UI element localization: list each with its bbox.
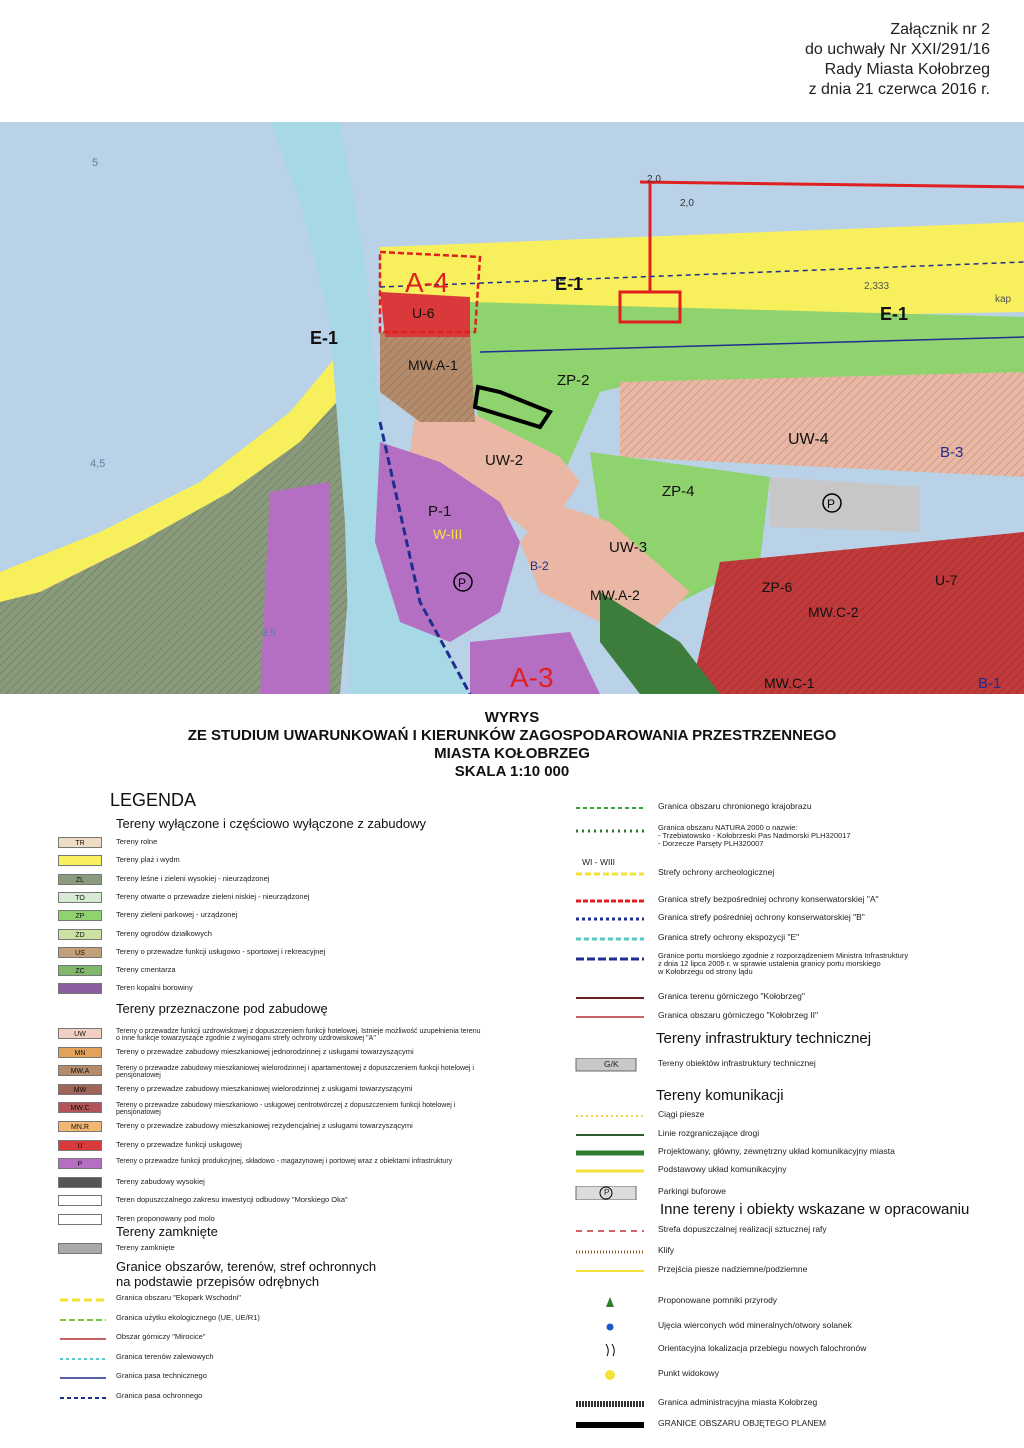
label-depth-20a: 2,0 — [647, 174, 661, 185]
legend-label: Tereny o przewadze funkcji usługowo - sportowej i rekreacyjnej — [116, 946, 326, 956]
label-a3: A-3 — [510, 662, 554, 693]
legend-line-symbol — [58, 1294, 108, 1306]
legend-label: Strefa dopuszczalnej realizacji sztucznej rafy — [658, 1224, 827, 1234]
legend-label: Granica strefy ochrony ekspozycji "E" — [658, 932, 800, 942]
legend-item-right — [574, 1224, 1014, 1236]
label-u7: U-7 — [935, 572, 958, 588]
legend-label: Orientacyjna lokalizacja przebiegu nowych falochronów — [658, 1343, 867, 1353]
legend-item-right — [574, 1010, 1014, 1022]
legend-section-5: Tereny infrastruktury technicznej — [656, 1030, 872, 1047]
label-b3: B-3 — [940, 444, 964, 461]
legend-swatch — [58, 1177, 102, 1188]
map-title — [0, 709, 1024, 781]
legend-label: Tereny cmentarza — [116, 965, 176, 975]
legend-swatch: TR — [58, 837, 102, 848]
legend-symbol — [574, 991, 649, 1005]
legend-label: Granica obszaru "Ekopark Wschodni" — [116, 1293, 241, 1302]
legend-label: Tereny o przewadze zabudowy mieszkaniowej wielorodzinnej i apartamentowej z dopuszczeniem funkcji hotelowej i pensjonatowej — [116, 1065, 474, 1080]
legend-swatch: P — [58, 1158, 102, 1169]
legend-item-right — [574, 1397, 1014, 1409]
label-uw2: UW-2 — [485, 452, 524, 469]
legend-symbol — [574, 1186, 649, 1200]
legend-label: Teren proponowany pod molo — [116, 1214, 215, 1223]
legend-swatch: ZP — [58, 910, 102, 921]
label-e1-a: E-1 — [555, 274, 584, 294]
legend-label: Granica użytku ekologicznego (UE, UE/R1) — [116, 1312, 260, 1322]
legend-label: Tereny rolne — [116, 837, 158, 846]
legend-swatch: MW.C — [58, 1102, 102, 1113]
legend-swatch: ZL — [58, 874, 102, 885]
label-a4: A-4 — [405, 267, 449, 298]
legend-label: GRANICE OBSZARU OBJĘTEGO PLANEM — [658, 1418, 827, 1428]
legend-item-right — [574, 991, 1014, 1003]
legend-symbol — [574, 867, 649, 881]
legend-swatch — [58, 1243, 102, 1254]
label-zp4: ZP-4 — [662, 483, 695, 500]
label-mwa1: MW.A-1 — [408, 357, 458, 373]
legend-item-right — [574, 1343, 1014, 1355]
annex-line-3: Rady Miasta Kołobrzeg — [824, 61, 990, 78]
legend-item-right — [574, 823, 1014, 848]
label-b2: B-2 — [530, 559, 549, 573]
legend-symbol — [574, 1368, 649, 1382]
legend-swatch: MN — [58, 1047, 102, 1058]
legend-symbol — [574, 1418, 649, 1432]
legend-symbol — [574, 1146, 649, 1160]
legend-label: Granica terenów zalewowych — [116, 1351, 214, 1361]
legend-item-right — [574, 951, 1014, 976]
label-uw3: UW-3 — [609, 539, 648, 556]
legend-swatch: UW — [58, 1028, 102, 1039]
legend-symbol — [574, 1128, 649, 1142]
legend-symbol — [574, 1264, 649, 1278]
legend-item-right — [574, 894, 1014, 906]
legend-symbol — [574, 824, 649, 838]
legend-symbol — [574, 1224, 649, 1238]
map-view[interactable] — [0, 122, 1024, 694]
legend-label: Tereny leśne i zieleni wysokiej - nieurządzonej — [116, 873, 270, 883]
legend-label: Granica obszaru NATURA 2000 o nazwie: — [658, 823, 798, 832]
legend-item-right — [574, 1128, 1014, 1140]
label-kap: kap — [995, 294, 1012, 305]
legend-label: Tereny zieleni parkowej - urządzonej — [116, 910, 238, 920]
legend-swatch — [58, 1214, 102, 1225]
legend-item-right — [574, 1109, 1014, 1121]
legend-label: Tereny o przewadze zabudowy mieszkaniowo - usługowej centrotwórczej z dopuszczeniem funkcji hotelowej i pensjonatowej — [116, 1102, 456, 1117]
annex-line-1: Załącznik nr 2 — [890, 21, 990, 38]
legend-item-right — [574, 1245, 1014, 1257]
legend-label: Proponowane pomniki przyrody — [658, 1295, 778, 1305]
annex-header — [630, 20, 990, 100]
legend-item-right — [574, 1146, 1014, 1158]
legend-label: Tereny o przewadze funkcji usługowej — [116, 1139, 242, 1149]
map-svg — [0, 122, 1024, 694]
legend-symbol — [574, 1245, 649, 1259]
legend-line-item — [58, 1312, 260, 1325]
legend-label: Granica administracyjna miasta Kołobrzeg — [658, 1397, 818, 1407]
legend-label: Tereny plaż i wydm — [116, 855, 180, 865]
legend-label: Strefy ochrony archeologicznej — [658, 867, 775, 877]
legend-label: Parkingi buforowe — [658, 1186, 727, 1196]
legend-symbol — [574, 1109, 649, 1123]
legend-label: Teren kopalni borowiny — [116, 983, 193, 993]
legend-label: Klify — [658, 1245, 675, 1255]
legend-swatch: ZC — [58, 965, 102, 976]
legend-line-symbol — [58, 1333, 108, 1345]
legend-label: Granica strefy pośredniej ochrony konserwatorskiej "B" — [658, 912, 865, 922]
annex-line-4: z dnia 21 czerwca 2016 r. — [808, 81, 990, 98]
legend-label-line-3: w Kołobrzegu od strony lądu — [658, 967, 753, 976]
legend-label: Projektowany, główny, zewnętrzny układ komunikacyjny miasta — [658, 1146, 895, 1156]
legend-label: Tereny zabudowy wysokiej — [116, 1176, 205, 1186]
legend-label: Punkt widokowy — [658, 1368, 719, 1378]
legend-line-symbol — [58, 1314, 108, 1326]
legend-section-1: Tereny wyłączone i częściowo wyłączone z zabudowy — [116, 816, 426, 831]
legend-label: Podstawowy układ komunikacyjny — [658, 1164, 787, 1174]
legend-symbol — [574, 952, 649, 966]
label-depth-45: 4,5 — [90, 458, 106, 470]
legend-section-3: Tereny zamknięte — [116, 1224, 218, 1239]
legend-label: Granica pasa technicznego — [116, 1371, 207, 1380]
label-uw4: UW-4 — [788, 431, 829, 448]
legend-line-symbol — [58, 1392, 108, 1404]
legend-symbol — [574, 801, 649, 815]
legend-item-right — [574, 912, 1014, 924]
label-p1: P-1 — [428, 503, 452, 520]
legend-label: Przejścia piesze nadziemne/podziemne — [658, 1264, 808, 1274]
label-wiii: W-III — [433, 526, 463, 542]
legend-code: G/K — [604, 1059, 619, 1069]
legend-item-right — [574, 1295, 1014, 1307]
legend-swatch: U — [58, 1140, 102, 1151]
parking-symbol-label: P — [458, 576, 467, 590]
legend-symbol — [574, 1295, 649, 1309]
title-line-1: WYRYS — [484, 709, 540, 726]
legend-symbol — [574, 1320, 649, 1334]
legend-label: Tereny o przewadze funkcji uzdrowiskowej z dopuszczeniem funkcji hotelowej. Istnieje możliwość uzupełnienia terenu o inne funkcje towarzyszące zgodnie z wymogami strefy ochrony uzdrowiskowej "A" — [116, 1028, 481, 1042]
annex-line-2: do uchwały Nr XXI/291/16 — [805, 41, 990, 58]
legend-swatch: TO — [58, 892, 102, 903]
label-mwa2: MW.A-2 — [590, 587, 640, 603]
legend-item-right — [574, 1320, 1014, 1332]
legend-symbol — [574, 894, 649, 908]
legend-label-line-3: - Dorzecze Parsęty PLH320007 — [658, 839, 764, 848]
legend-label: Tereny obiektów infrastruktury technicznej — [658, 1058, 816, 1068]
legend-swatch: MW — [58, 1084, 102, 1095]
legend-item-right — [574, 801, 1014, 813]
legend-label: Ujęcia wierconych wód mineralnych/otwory solanek — [658, 1320, 852, 1330]
legend-code: P — [604, 1187, 610, 1197]
title-line-2: ZE STUDIUM UWARUNKOWAŃ I KIERUNKÓW ZAGOSPODAROWANIA PRZESTRZENNEGO — [187, 727, 837, 744]
legend-line-symbol — [58, 1353, 108, 1365]
legend-label: Tereny o przewadze zabudowy mieszkaniowej wielorodzinnej z usługami towarzyszącymi — [116, 1083, 413, 1093]
legend-swatch — [58, 1195, 102, 1206]
legend-section-4a: Granice obszarów, terenów, stref ochronnych — [116, 1259, 377, 1274]
legend-label: Tereny o przewadze funkcji produkcyjnej, składowo - magazynowej i portowej wraz z obiektami infrastruktury — [116, 1158, 453, 1166]
legend-item-right — [574, 1164, 1014, 1176]
label-e1-c: E-1 — [310, 328, 339, 348]
label-depth-5: 5 — [92, 157, 99, 169]
legend-section-4b: na podstawie przepisów odrębnych — [116, 1274, 320, 1289]
legend-label-line-2: - Trzebiatowsko - Kołobrzeski Pas Nadmorski PLH320017 — [658, 831, 851, 840]
title-line-3: MIASTA KOŁOBRZEG — [434, 745, 590, 762]
legend-label: Granice portu morskiego zgodnie z rozporządzeniem Ministra Infrastruktury — [658, 951, 909, 960]
parking-symbol-2-label: P — [827, 497, 836, 511]
legend-symbol — [574, 1164, 649, 1178]
label-u6: U-6 — [412, 305, 435, 321]
legend-item-right — [574, 1368, 1014, 1380]
legend-symbol — [574, 1343, 649, 1357]
label-2333: 2,333 — [864, 281, 890, 292]
legend-label: Granica obszaru górniczego "Kołobrzeg II" — [658, 1010, 819, 1020]
legend-item-right — [574, 1418, 1014, 1430]
legend-swatch — [58, 855, 102, 866]
legend-swatch: MN.R — [58, 1121, 102, 1132]
legend-label: Obszar górniczy "Mirocice" — [116, 1332, 206, 1341]
legend-symbol — [574, 1010, 649, 1024]
legend-swatch: US — [58, 947, 102, 958]
legend-tag: WI - WIII — [582, 857, 616, 867]
legend-label: Tereny otwarte o przewadze zieleni niskiej - nieurządzonej — [116, 891, 310, 901]
legend-label: Granica strefy bezpośredniej ochrony konserwatorskiej "A" — [658, 894, 879, 904]
legend-symbol — [574, 912, 649, 926]
legend-label: Granica pasa ochronnego — [116, 1390, 203, 1400]
legend-label: Granica terenu górniczego "Kołobrzeg" — [658, 991, 805, 1001]
legend-item-right — [574, 1264, 1014, 1276]
label-mwc1: MW.C-1 — [764, 675, 815, 691]
label-zp2: ZP-2 — [557, 372, 590, 389]
legend-label-line-2: z dnia 12 lipca 2005 r. w sprawie ustalenia granicy portu morskiego — [658, 959, 881, 968]
legend-swatch: MW.A — [58, 1065, 102, 1076]
legend-item-right — [574, 932, 1014, 944]
legend-line-item — [58, 1390, 203, 1403]
legend-symbol — [574, 932, 649, 946]
legend-label: Granica obszaru chronionego krajobrazu — [658, 801, 812, 811]
label-mwc2: MW.C-2 — [808, 604, 859, 620]
legend-section-7: Inne tereny i obiekty wskazane w opracowaniu — [660, 1201, 970, 1218]
legend-line-item — [58, 1332, 206, 1344]
legend-line-item — [58, 1371, 207, 1383]
legend-section-6: Tereny komunikacji — [656, 1087, 784, 1104]
label-zp6: ZP-6 — [762, 579, 793, 595]
legend-label: Linie rozgraniczające drogi — [658, 1128, 760, 1138]
legend-item-right — [574, 1058, 1014, 1070]
legend-label: Tereny zamknięte — [116, 1243, 175, 1252]
title-line-4: SKALA 1:10 000 — [454, 763, 570, 780]
legend-label: Tereny ogrodów działkowych — [116, 928, 212, 938]
label-b1: B-1 — [978, 675, 1002, 692]
label-depth-35: 3,5 — [262, 628, 276, 639]
legend-label: Ciągi piesze — [658, 1109, 705, 1119]
legend-line-symbol — [58, 1372, 108, 1384]
label-depth-20b: 2,0 — [680, 198, 694, 209]
legend-swatch — [58, 983, 102, 994]
legend-symbol — [574, 1397, 649, 1411]
legend-heading: LEGENDA — [110, 790, 197, 810]
legend-item-right — [574, 1186, 1014, 1198]
legend-item-right — [574, 857, 1014, 879]
label-e1-b: E-1 — [880, 304, 909, 324]
production-west — [260, 482, 330, 694]
legend-swatch: ZD — [58, 929, 102, 940]
legend-label: Teren dopuszczalnego zakresu inwestycji odbudowy "Morskiego Oka" — [116, 1195, 348, 1205]
legend-section-2: Tereny przeznaczone pod zabudowę — [116, 1001, 328, 1016]
legend-line-item — [58, 1293, 241, 1305]
legend-label: Tereny o przewadze zabudowy mieszkaniowej jednorodzinnej z usługami towarzyszącymi — [116, 1046, 414, 1056]
legend-label: Tereny o przewadze zabudowy mieszkaniowej rezydencjalnej z usługami towarzyszącymi — [116, 1121, 413, 1130]
legend-line-item — [58, 1351, 214, 1364]
